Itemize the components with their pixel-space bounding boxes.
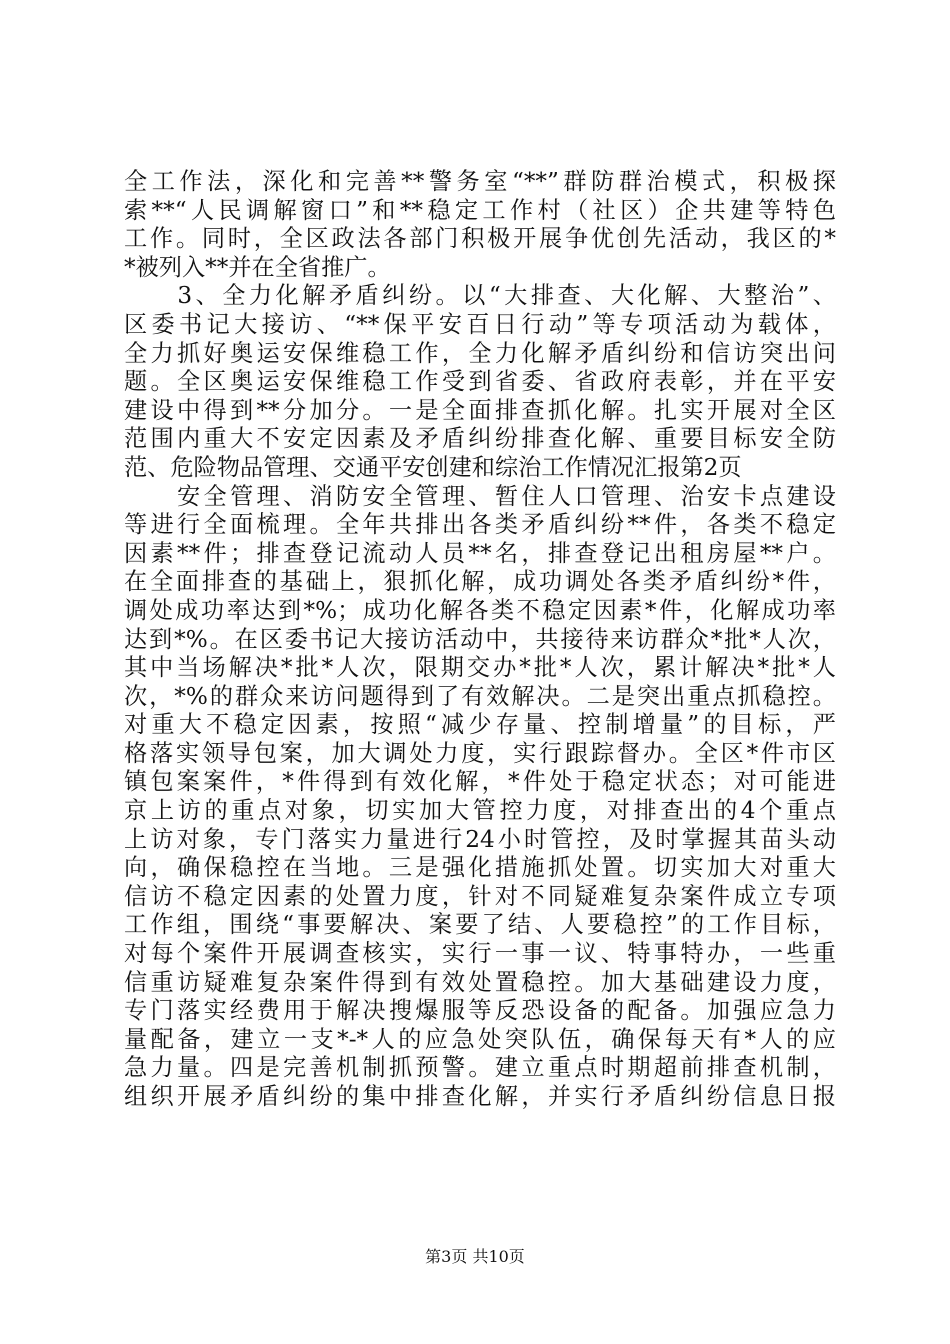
text-line: 量配备，建立一支*-*人的应急处突队伍，确保每天有*人的应 [124,1025,836,1053]
text-line: 因素**件；排查登记流动人员**名，排查登记出租房屋**户。 [124,539,836,567]
text-line: 其中当场解决*批*人次，限期交办*批*人次，累计解决*批*人 [124,654,836,682]
text-line: 区委书记大接访、“**保平安百日行动”等专项活动为载体， [124,310,836,338]
text-line: 京上访的重点对象，切实加大管控力度，对排查出的4个重点 [124,797,836,825]
text-line: 工作。同时，全区政法各部门积极开展争优创先活动，我区的* [124,225,836,253]
text-line: 索**“人民调解窗口”和**稳定工作村（社区）企共建等特色 [124,196,836,224]
text-line: 安全管理、消防安全管理、暂住人口管理、治安卡点建设 [124,482,836,510]
body-text [124,168,836,1112]
text-line: 信重访疑难复杂案件得到有效处置稳控。加大基础建设力度， [124,968,836,996]
text-line: 镇包案案件，*件得到有效化解，*件处于稳定状态；对可能进 [124,768,836,796]
text-line: 全工作法，深化和完善**警务室“**”群防群治模式，积极探 [124,168,836,195]
text-line: 等进行全面梳理。全年共排出各类矛盾纠纷**件，各类不稳定 [124,511,836,539]
text-line: 3、全力化解矛盾纠纷。以“大排查、大化解、大整治”、 [124,282,836,310]
text-line: 次，*%的群众来访问题得到了有效解决。二是突出重点抓稳控。 [124,682,836,710]
text-line: 对重大不稳定因素，按照“减少存量、控制增量”的目标，严 [124,711,836,739]
text-line: 调处成功率达到*%；成功化解各类不稳定因素*件，化解成功率 [124,596,836,624]
text-line: *被列入**并在全省推广。 [124,253,391,281]
text-line: 建设中得到**分加分。一是全面排查抓化解。扎实开展对全区 [124,396,836,424]
text-line: 专门落实经费用于解决搜爆服等反恐设备的配备。加强应急力 [124,997,836,1025]
text-line: 全力抓好奥运安保维稳工作，全力化解矛盾纠纷和信访突出问 [124,339,836,367]
text-line: 向，确保稳控在当地。三是强化措施抓处置。切实加大对重大 [124,854,836,882]
text-line: 上访对象，专门落实力量进行24小时管控，及时掌握其苗头动 [124,825,836,853]
text-line: 在全面排查的基础上，狠抓化解，成功调处各类矛盾纠纷*件， [124,568,836,596]
text-line: 组织开展矛盾纠纷的集中排查化解，并实行矛盾纠纷信息日报 [124,1083,836,1110]
page-footer: 第3页 共10页 [425,1247,525,1266]
text-line: 急力量。四是完善机制抓预警。建立重点时期超前排查机制， [124,1054,836,1082]
text-line: 对每个案件开展调查核实，实行一事一议、特事特办，一些重 [124,940,836,968]
text-line: 格落实领导包案，加大调处力度，实行跟踪督办。全区*件市区 [124,739,836,767]
text-line: 达到*%。在区委书记大接访活动中，共接待来访群众*批*人次， [124,625,836,653]
text-line: 信访不稳定因素的处置力度，针对不同疑难复杂案件成立专项 [124,882,836,910]
text-line: 工作组，围绕“事要解决、案要了结、人要稳控”的工作目标， [124,911,836,939]
text-line: 范、危险物品管理、交通平安创建和综治工作情况汇报第2页 [124,453,742,481]
text-line: 题。全区奥运安保维稳工作受到省委、省政府表彰，并在平安 [124,368,836,396]
text-line: 范围内重大不安定因素及矛盾纠纷排查化解、重要目标安全防 [124,425,836,453]
